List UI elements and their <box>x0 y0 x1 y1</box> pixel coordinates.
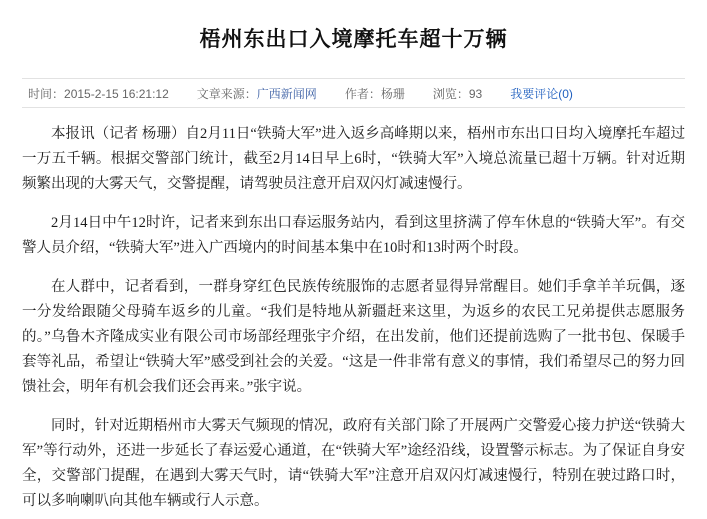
meta-source-value[interactable]: 广西新闻网 <box>256 86 317 101</box>
meta-source <box>197 85 317 102</box>
article-body <box>22 108 685 514</box>
meta-views-label: 浏览： <box>432 86 469 101</box>
article-paragraph: 本报讯（记者 杨珊）自2月11日“铁骑大军”进入返乡高峰期以来，梧州市东出口日均入境摩托车超过一万五千辆。根据交警部门统计，截至2月14日早上6时，“铁骑大军”入境总流量已超十万辆。针对近期频繁出现的大雾天气，交警提醒，请驾驶员注意开启双闪灯减速慢行。 <box>22 126 685 193</box>
meta-source-label: 文章来源： <box>196 86 257 101</box>
article-paragraph: 同时，针对近期梧州市大雾天气频现的情况，政府有关部门除了开展两广交警爱心接力护送“铁骑大军”等行动外，还进一步延长了春运爱心通道，在“铁骑大军”途经沿线，设置警示标志。为了保证自身安全，交警部门提醒，在遇到大雾天气时，请“铁骑大军”注意开启双闪灯减速慢行，特别在驶过路口时，可以多响喇叭向其他车辆或行人示意。 <box>22 418 685 510</box>
article-paragraph: 2月14日中午12时许，记者来到东出口春运服务站内，看到这里挤满了停车休息的“铁骑大军”。有交警人员介绍，“铁骑大军”进入广西境内的时间基本集中在10时和13时两个时段。 <box>22 215 685 257</box>
article-meta-bar <box>22 78 685 108</box>
write-comment-link[interactable]: 我要评论(0) <box>510 86 573 101</box>
meta-author <box>345 85 405 102</box>
meta-time-label: 时间： <box>28 86 65 101</box>
meta-author-label: 作者： <box>344 86 381 101</box>
article-page <box>0 14 707 519</box>
article-paragraph: 在人群中，记者看到，一群身穿红色民族传统服饰的志愿者显得异常醒目。她们手拿羊羊玩偶，逐一分发给跟随父母骑车返乡的儿童。“我们是特地从新疆赶来这里，为返乡的农民工兄弟提供志愿服务的。”乌鲁木齐隆成实业有限公司市场部经理张宇介绍，在出发前，他们还提前选购了一批书包、保暖手套等礼品，希望让“铁骑大军”感受到社会的关爱。“这是一件非常有意义的事情，我们希望尽己的努力回馈社会，明年有机会我们还会再来。”张宇说。 <box>22 279 685 396</box>
meta-time-value: 2015-2-15 16:21:12 <box>64 86 169 101</box>
meta-views <box>433 85 482 102</box>
meta-views-value: 93 <box>468 86 483 101</box>
page-title: 梧州东出口入境摩托车超十万辆 <box>199 27 508 52</box>
meta-time <box>28 85 169 102</box>
meta-author-value: 杨珊 <box>380 86 405 101</box>
